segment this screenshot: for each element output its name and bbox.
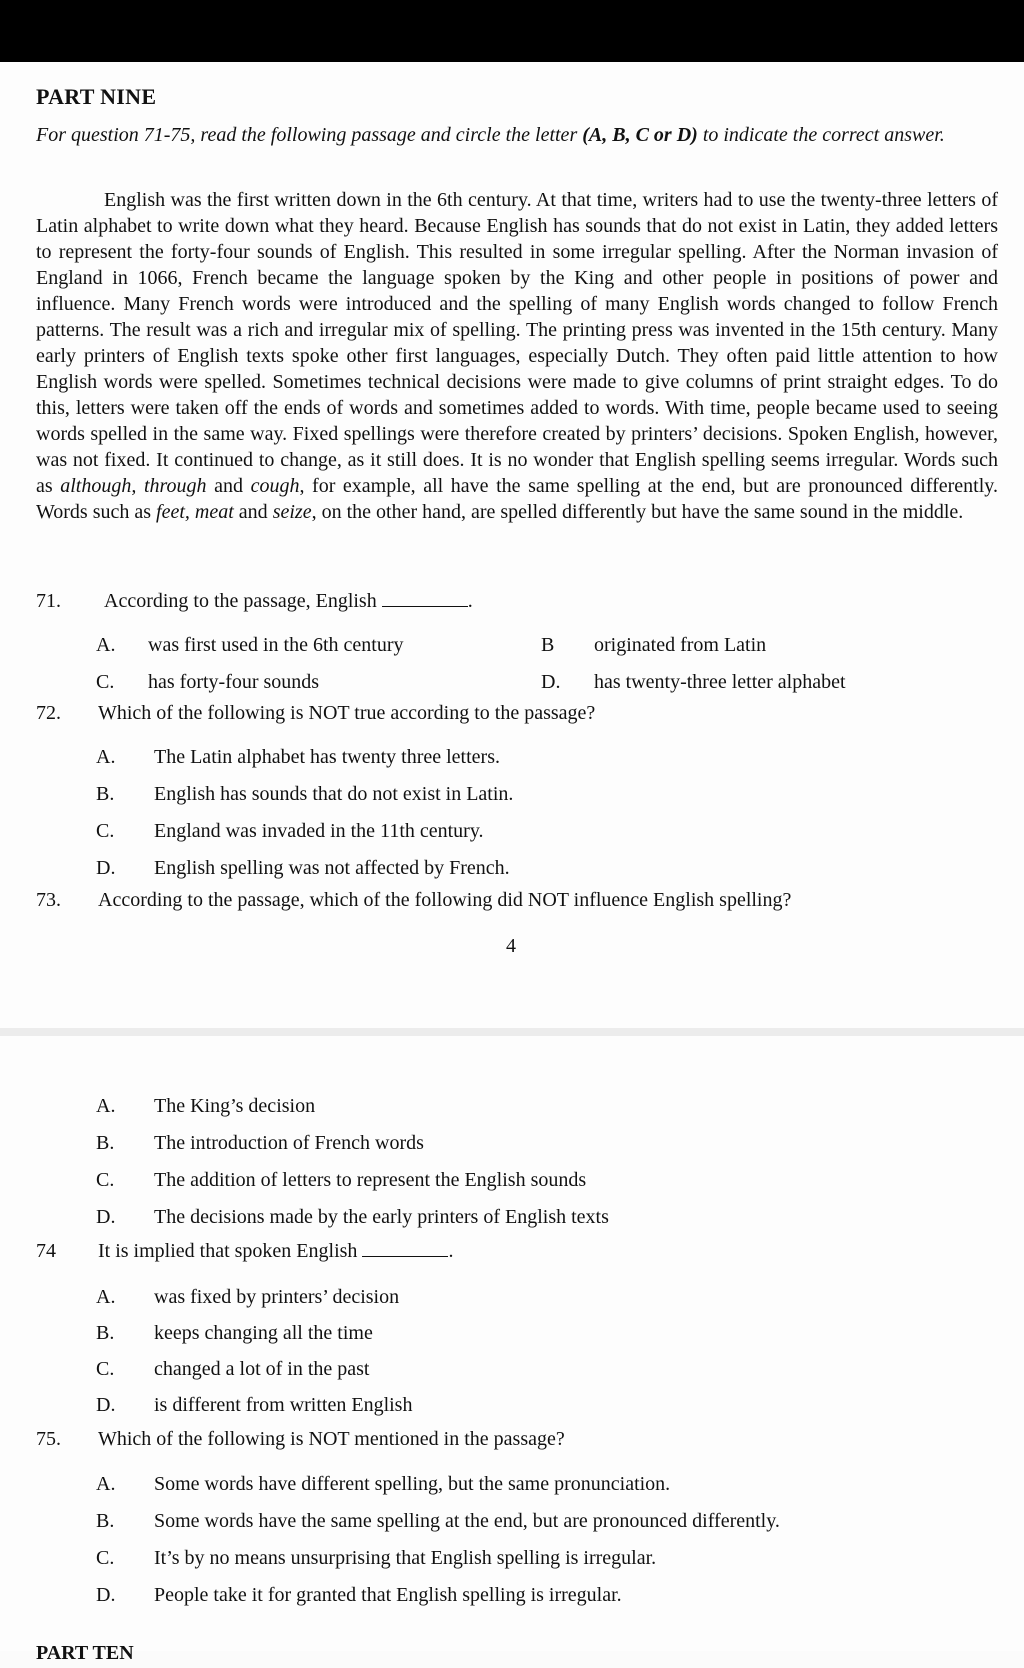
instruction: For question 71-75, read the following passage and circle the letter (A, B, C or D) to indicate the correct answer. xyxy=(36,124,945,146)
question-number: 71. xyxy=(36,590,61,612)
question-number: 75. xyxy=(36,1428,61,1450)
question-stem: Which of the following is NOT true according to the passage? xyxy=(98,702,596,724)
question-stem: Which of the following is NOT mentioned in the passage? xyxy=(98,1428,565,1450)
page-number: 4 xyxy=(506,935,516,957)
question-stem: According to the passage, which of the following did NOT influence English spelling? xyxy=(98,889,792,911)
next-part-heading-cut: PART TEN xyxy=(36,1642,134,1664)
question-number: 72. xyxy=(36,702,61,724)
question-stem: According to the passage, English . xyxy=(104,590,473,612)
page-divider xyxy=(0,1028,1024,1036)
reading-passage: English was the first written down in the 6th century. At that time, writers had to use the twenty-three letters of Latin alphabet to write down what they heard. Because English has sounds that do not exist in Latin, they added letters to represent the forty-four sounds of English. This resulted in some irregular spelling. After the Norman invasion of England in 1066, French became the language spoken by the King and other people in positions of power and influence. Many French words were introduced and the spelling of many English words changed to follow French patterns. The result was a rich and irregular mix of spelling. The printing press was invented in the 15th century. Many early printers of English texts spoke other first languages, especially Dutch. They often paid little attention to how English words were spelled. Sometimes technical decisions were made to give columns of print straight edges. To do this, letters were taken off the ends of words and sometimes added to words. With time, people became used to seeing words spelled in the same way. Fixed spellings were therefore created by printers’ decisions. Spoken English, however, was not fixed. It continued to change, as it still does. It is no wonder that English spelling seems irregular. Words such as although, through and cough, for example, all have the same spelling at the end, but are pronounced differently. Words such as feet, meat and seize, on the other hand, are spelled differently but have the same sound in the middle. xyxy=(36,189,998,523)
question-number: 73. xyxy=(36,889,61,911)
part-heading: PART NINE xyxy=(36,84,157,109)
question-stem: It is implied that spoken English . xyxy=(98,1240,454,1262)
top-black-bar xyxy=(0,0,1024,62)
question-number: 74 xyxy=(36,1240,56,1262)
